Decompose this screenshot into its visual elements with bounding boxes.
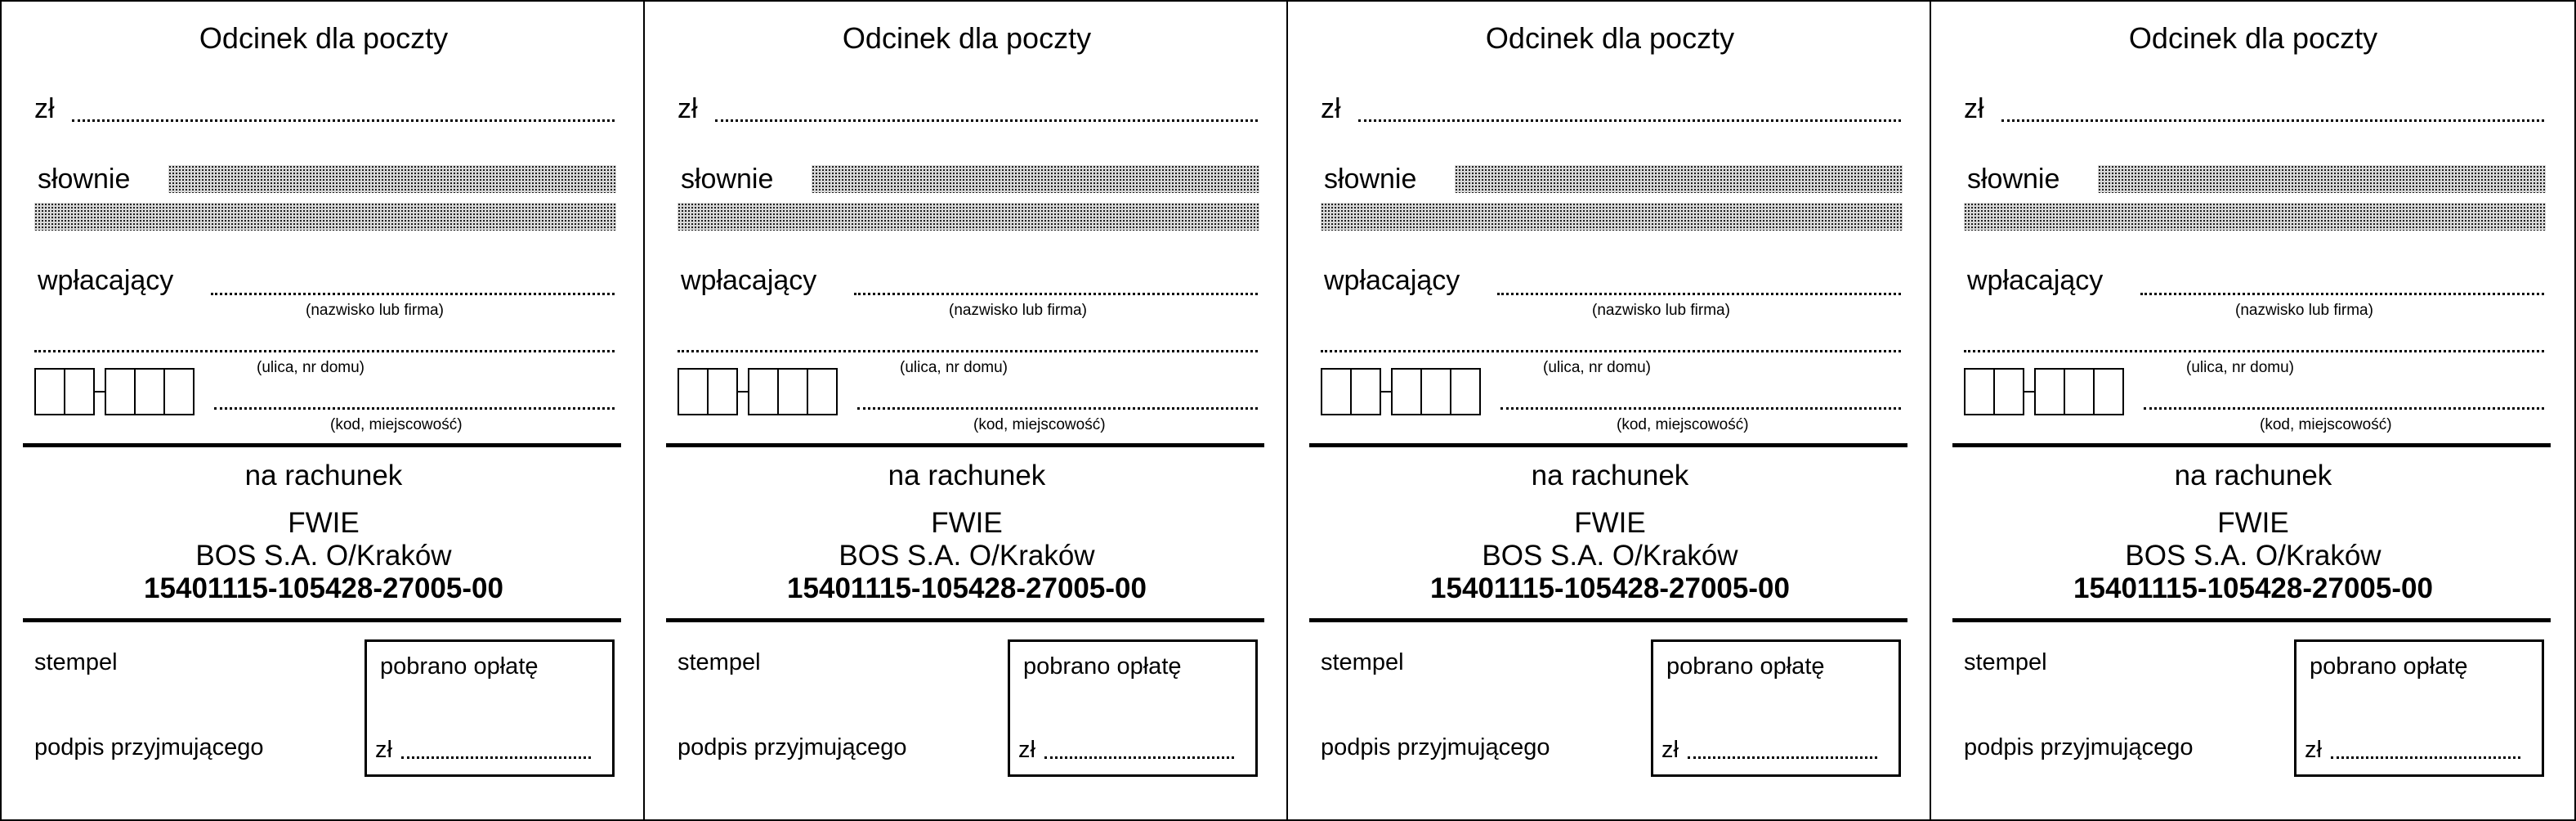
section-divider	[666, 618, 1264, 622]
amount-currency-label: zł	[1964, 93, 1984, 124]
account-number: 15401115-105428-27005-00	[144, 572, 503, 604]
payer-street-line-1[interactable]	[1321, 350, 1901, 352]
amount-currency-label: zł	[34, 93, 55, 124]
section-divider	[1952, 443, 2551, 447]
payer-name-hint: (nazwisko lub firma)	[949, 302, 1087, 319]
postal-code-digit[interactable]	[163, 368, 195, 415]
amount-in-words-field[interactable]	[168, 165, 616, 193]
postal-code-digit[interactable]	[64, 368, 95, 415]
postal-code-digit[interactable]	[1391, 368, 1422, 415]
payer-name-hint: (nazwisko lub firma)	[306, 302, 444, 319]
postal-code-dash	[2024, 391, 2034, 393]
amount-in-words-field[interactable]	[1455, 165, 1903, 193]
fee-currency-label: zł	[2305, 737, 2322, 763]
fee-currency-label: zł	[1018, 737, 1035, 763]
signature-label: podpis przyjmującego	[1321, 734, 1550, 760]
payer-street-line-1[interactable]	[34, 350, 615, 352]
postal-code-digit[interactable]	[807, 368, 838, 415]
postal-code-digit[interactable]	[748, 368, 779, 415]
street-hint: (ulica, nr domu)	[2186, 359, 2294, 376]
fee-amount-field[interactable]	[1688, 756, 1877, 759]
postal-coupon	[1931, 2, 2574, 819]
section-divider	[666, 443, 1264, 447]
postal-coupon	[2, 2, 645, 819]
payer-city-field[interactable]	[214, 407, 615, 410]
payer-label: wpłacający	[1967, 265, 2104, 296]
fee-amount-field[interactable]	[2331, 756, 2520, 759]
fee-label: pobrano opłatę	[380, 653, 539, 680]
payer-name-field[interactable]	[2140, 293, 2544, 295]
section-divider	[23, 618, 621, 622]
amount-field[interactable]	[1358, 119, 1901, 122]
fee-box	[1008, 639, 1258, 777]
stamp-label: stempel	[678, 649, 761, 675]
account-number: 15401115-105428-27005-00	[787, 572, 1147, 604]
postal-code-boxes[interactable]	[678, 368, 836, 415]
street-hint: (ulica, nr domu)	[257, 359, 364, 376]
section-divider	[1309, 618, 1907, 622]
postal-code-digit[interactable]	[2093, 368, 2124, 415]
postal-code-digit[interactable]	[105, 368, 136, 415]
postal-code-digit[interactable]	[678, 368, 709, 415]
fee-currency-label: zł	[1661, 737, 1679, 763]
postal-code-digit[interactable]	[1993, 368, 2024, 415]
stamp-label: stempel	[34, 649, 118, 675]
stamp-label: stempel	[1321, 649, 1404, 675]
signature-label: podpis przyjmującego	[678, 734, 907, 760]
amount-in-words-field-line-2[interactable]	[678, 203, 1259, 231]
payer-city-field[interactable]	[1500, 407, 1901, 410]
postal-code-boxes[interactable]	[1321, 368, 1479, 415]
amount-in-words-field-line-2[interactable]	[1321, 203, 1903, 231]
postal-code-digit[interactable]	[34, 368, 65, 415]
fee-label: pobrano opłatę	[2310, 653, 2468, 680]
payer-name-field[interactable]	[854, 293, 1258, 295]
payer-label: wpłacający	[38, 265, 174, 296]
recipient-name: FWIE	[931, 507, 1003, 539]
postal-coupon	[1288, 2, 1931, 819]
bank-name: BOS S.A. O/Kraków	[1482, 540, 1738, 572]
payer-city-field[interactable]	[857, 407, 1258, 410]
postal-coupon	[645, 2, 1288, 819]
account-heading: na rachunek	[2174, 460, 2332, 491]
payer-label: wpłacający	[681, 265, 817, 296]
signature-label: podpis przyjmującego	[1964, 734, 2194, 760]
amount-in-words-label: słownie	[1967, 164, 2060, 195]
postal-code-digit[interactable]	[2064, 368, 2095, 415]
postal-city-hint: (kod, miejscowość)	[1617, 416, 1749, 433]
account-number: 15401115-105428-27005-00	[1430, 572, 1790, 604]
postal-code-dash	[1381, 391, 1391, 393]
recipient-name: FWIE	[288, 507, 360, 539]
fee-label: pobrano opłatę	[1666, 653, 1825, 680]
postal-code-digit[interactable]	[707, 368, 738, 415]
postal-code-digit[interactable]	[777, 368, 808, 415]
account-number: 15401115-105428-27005-00	[2073, 572, 2433, 604]
payer-name-field[interactable]	[211, 293, 615, 295]
fee-currency-label: zł	[375, 737, 392, 763]
postal-code-digit[interactable]	[1350, 368, 1381, 415]
fee-amount-field[interactable]	[1044, 756, 1234, 759]
section-divider	[1309, 443, 1907, 447]
coupon-title: Odcinek dla poczty	[842, 21, 1092, 55]
amount-in-words-label: słownie	[1324, 164, 1417, 195]
amount-in-words-field[interactable]	[812, 165, 1259, 193]
amount-in-words-label: słownie	[38, 164, 131, 195]
payer-name-hint: (nazwisko lub firma)	[1592, 302, 1730, 319]
street-hint: (ulica, nr domu)	[1543, 359, 1651, 376]
fee-amount-field[interactable]	[401, 756, 591, 759]
postal-city-hint: (kod, miejscowość)	[330, 416, 463, 433]
stamp-label: stempel	[1964, 649, 2047, 675]
section-divider	[1952, 618, 2551, 622]
amount-currency-label: zł	[678, 93, 698, 124]
postal-code-dash	[738, 391, 748, 393]
payer-street-line-1[interactable]	[678, 350, 1258, 352]
payer-city-field[interactable]	[2144, 407, 2544, 410]
postal-code-digit[interactable]	[1964, 368, 1995, 415]
postal-code-digit[interactable]	[1420, 368, 1451, 415]
street-hint: (ulica, nr domu)	[900, 359, 1008, 376]
postal-code-digit[interactable]	[1321, 368, 1352, 415]
coupon-title: Odcinek dla poczty	[2128, 21, 2378, 55]
account-heading: na rachunek	[1531, 460, 1689, 491]
payer-name-field[interactable]	[1497, 293, 1901, 295]
amount-in-words-field-line-2[interactable]	[1964, 203, 2546, 231]
postal-code-digit[interactable]	[1450, 368, 1481, 415]
amount-in-words-label: słownie	[681, 164, 774, 195]
postal-code-digit[interactable]	[134, 368, 165, 415]
amount-in-words-field-line-2[interactable]	[34, 203, 616, 231]
coupon-title: Odcinek dla poczty	[1485, 21, 1735, 55]
amount-field[interactable]	[715, 119, 1258, 122]
postal-city-hint: (kod, miejscowość)	[973, 416, 1106, 433]
amount-in-words-field[interactable]	[2098, 165, 2546, 193]
amount-field[interactable]	[72, 119, 615, 122]
fee-box	[2294, 639, 2544, 777]
postal-code-dash	[95, 391, 105, 393]
account-heading: na rachunek	[244, 460, 403, 491]
postal-code-boxes[interactable]	[1964, 368, 2122, 415]
bank-name: BOS S.A. O/Kraków	[839, 540, 1095, 572]
signature-label: podpis przyjmującego	[34, 734, 264, 760]
payer-street-line-1[interactable]	[1964, 350, 2544, 352]
section-divider	[23, 443, 621, 447]
bank-name: BOS S.A. O/Kraków	[195, 540, 452, 572]
fee-box	[1651, 639, 1901, 777]
postal-city-hint: (kod, miejscowość)	[2260, 416, 2392, 433]
account-heading: na rachunek	[888, 460, 1046, 491]
fee-label: pobrano opłatę	[1023, 653, 1182, 680]
recipient-name: FWIE	[1574, 507, 1646, 539]
coupon-title: Odcinek dla poczty	[199, 21, 449, 55]
postal-code-boxes[interactable]	[34, 368, 193, 415]
postal-code-digit[interactable]	[2034, 368, 2065, 415]
fee-box	[364, 639, 615, 777]
bank-name: BOS S.A. O/Kraków	[2125, 540, 2381, 572]
recipient-name: FWIE	[2217, 507, 2289, 539]
amount-field[interactable]	[2001, 119, 2544, 122]
payer-label: wpłacający	[1324, 265, 1460, 296]
amount-currency-label: zł	[1321, 93, 1341, 124]
payer-name-hint: (nazwisko lub firma)	[2235, 302, 2373, 319]
